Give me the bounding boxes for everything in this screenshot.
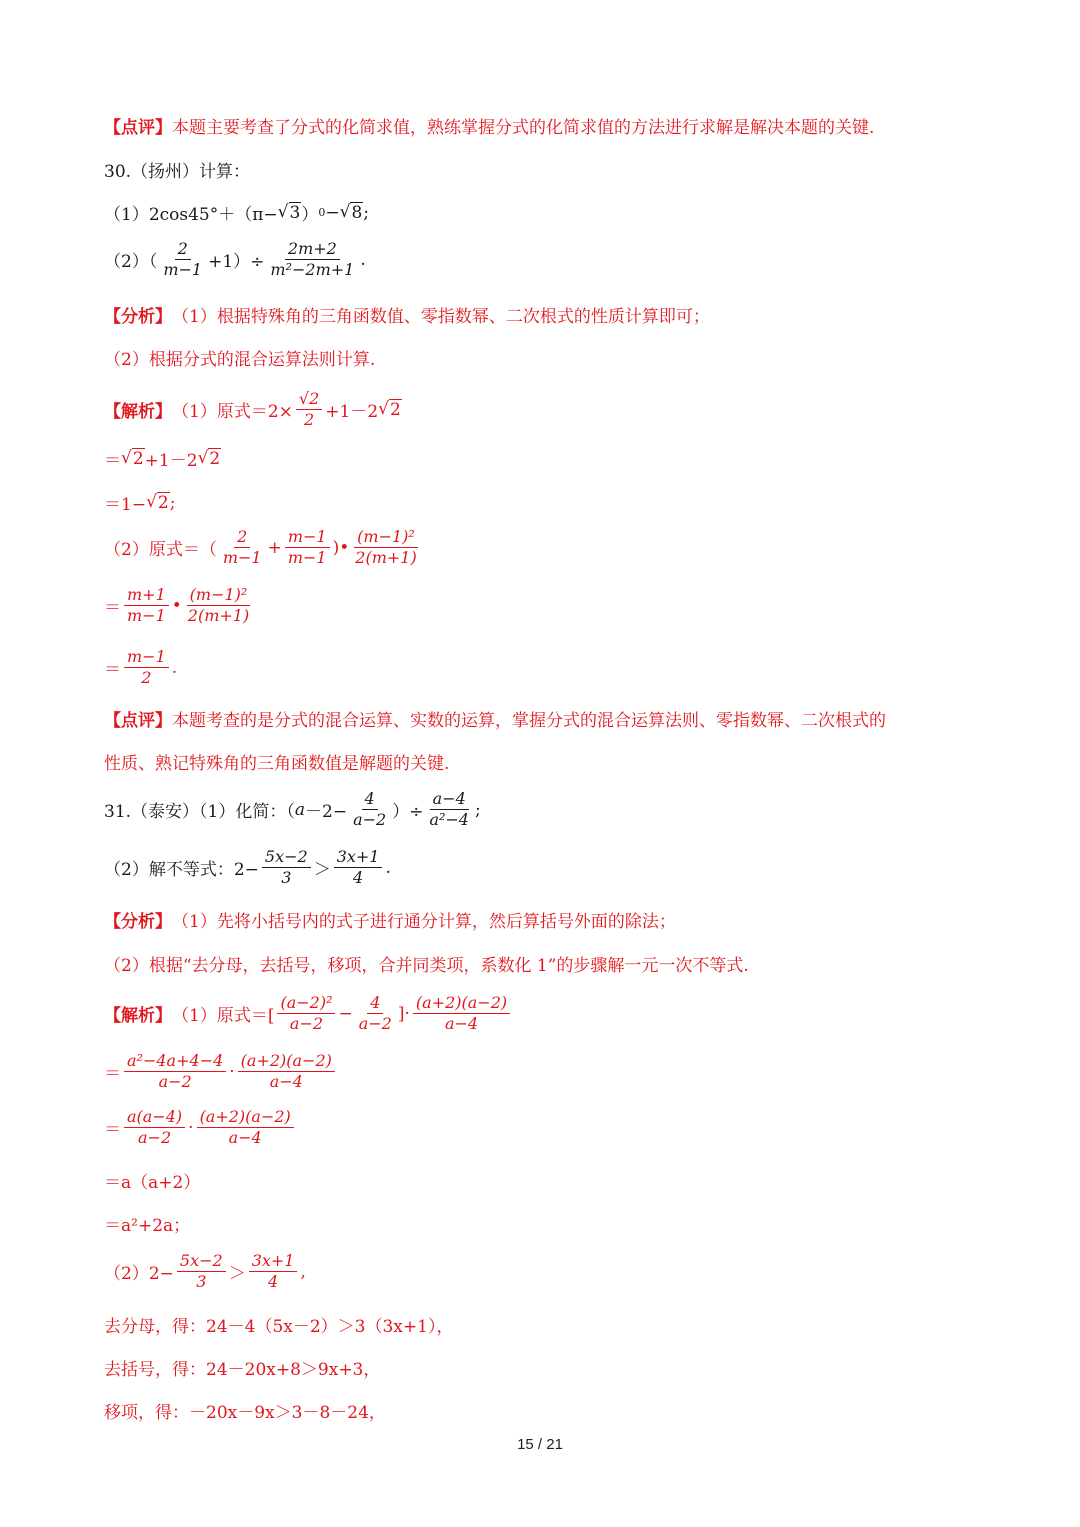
analysis-30-line-1	[104, 302, 710, 327]
sqrt-2: √ 2	[197, 447, 221, 469]
fraction: $\frac{3x+1}{4}$	[334, 848, 383, 888]
comment-tag: 【点评】	[104, 711, 172, 731]
fraction: $\frac{(a+2)(a-2)}{a-4}$	[197, 1108, 294, 1148]
fraction: $\frac{5x-2}{3}$	[177, 1252, 226, 1292]
solution-31-line-9: 移项，得：－20x－9x＞3－8－24，	[104, 1403, 386, 1423]
solution-31-line-7: 去分母，得：24－4（5x－2）＞3（3x+1），	[104, 1317, 454, 1337]
fraction: $\frac{2}{m-1}$	[163, 239, 203, 280]
fraction: $\frac{4}{a-2}$	[353, 789, 387, 830]
analysis-31-line-1	[104, 907, 676, 932]
fraction: $\frac{(a+2)(a-2)}{a-4}$	[413, 994, 510, 1034]
solution-31-line-3: ＝ $\frac{a(a-4)}{a-2}$ · $\frac{(a+2)(a-2)}{a-4}$	[104, 1108, 297, 1148]
analysis-text: （1）根据特殊角的三角函数值、零指数幂、二次根式的性质计算即可；	[172, 307, 710, 327]
solution-tag: 【解析】	[104, 1006, 172, 1027]
solution-30-line-1	[104, 390, 402, 430]
solution-30-line-2: ＝ √ 2 +1－2 √ 2	[104, 447, 221, 471]
analysis-tag: 【分析】	[104, 912, 172, 932]
solution-31-line-1: 【解析】 （1）原式＝[ $\frac{\text{(a−2)²}}{a-2}$ − $\frac{4}{a-2}$ ]· $\frac{(a+2)(a-2)}{a-4}$	[104, 994, 513, 1034]
expr-text: （2）（	[104, 252, 158, 273]
expr-text: （1）2cos45°＋（π−	[104, 205, 278, 225]
fraction: $\frac{(a+2)(a-2)}{a-4}$	[238, 1052, 335, 1092]
question-30-title: 30.（扬州）计算：	[104, 162, 251, 182]
expr-text: ）	[301, 205, 319, 225]
solution-31-line-6: （2）2− $\frac{5x-2}{3}$ ＞ $\frac{3x+1}{4}$ ,	[104, 1251, 306, 1292]
sqrt-2: √ 2	[378, 399, 401, 421]
sqrt-2: √ 2	[121, 447, 144, 469]
analysis-tag: 【分析】	[104, 307, 172, 327]
fraction: $\frac{m-1}{m-1}$	[285, 528, 330, 568]
expr-text: ;	[363, 202, 369, 223]
question-31-part-2: （2）解不等式：2− $\frac{5x-2}{3}$ ＞ $\frac{3x+1}{4}$ .	[104, 847, 391, 888]
expr-text: （1）原式＝2×	[172, 402, 293, 423]
sqrt-3: √ 3	[277, 201, 301, 223]
solution-31-line-5: ＝a²+2a；	[104, 1216, 191, 1236]
question-31-part-1: 31.（泰安）（1）化简：（ a －2− $\frac{4}{a-2}$ ）÷ $\frac{a-4}{\text{a²−4}}$ ;	[104, 789, 481, 830]
comment-text: 本题主要考查了分式的化简求值，熟练掌握分式的化简求值的方法进行求解是解决本题的关键.	[172, 118, 875, 138]
solution-31-line-4: ＝a（a+2）	[104, 1173, 201, 1193]
fraction: $\frac{m+1}{m-1}$	[124, 586, 169, 626]
expr-text: −	[325, 202, 340, 223]
expr-text: +1－2	[325, 402, 379, 423]
comment-line-1	[104, 113, 874, 138]
fraction: $\frac{\text{(m−1)²}}{2(m+1)}$	[187, 585, 250, 626]
solution-31-line-8: 去括号，得：24－20x+8＞9x+3，	[104, 1360, 381, 1380]
fraction: $\frac{m-1}{2}$	[124, 648, 169, 688]
fraction: $\frac{√2}{2}$	[296, 390, 322, 430]
expr-text: +1）÷	[208, 252, 265, 273]
fraction: $\frac{4}{a-2}$	[358, 993, 392, 1034]
analysis-31-line-2: （2）根据“去分母，去括号，移项，合并同类项，系数化 1”的步骤解一元一次不等式.	[104, 956, 749, 976]
analysis-30-line-2: （2）根据分式的混合运算法则计算.	[104, 350, 376, 370]
analysis-text: （1）先将小括号内的式子进行通分计算，然后算括号外面的除法；	[172, 912, 676, 932]
solution-30-line-6: ＝ $\frac{m-1}{2}$ .	[104, 647, 178, 688]
expr-text: .	[360, 249, 366, 270]
sqrt-2: √ 2	[146, 491, 169, 513]
comment-30-line-1	[104, 706, 886, 731]
fraction: $\frac{5x-2}{3}$	[262, 848, 311, 888]
solution-30-line-3: ＝1− √ 2 ;	[104, 491, 176, 515]
fraction: $\frac{2m+2}{\text{m²−2m+1}}$	[270, 239, 355, 280]
question-30-part-1: （1）2cos45°＋（π− √ 3 ） 0 − √ 8 ;	[104, 201, 369, 225]
fraction: $\frac{\text{(m−1)²}}{2(m+1)}$	[355, 527, 417, 568]
page-number: 15 / 21	[517, 1436, 563, 1453]
solution-31-line-2: ＝ $\frac{\text{a²−4a+4−4}}{a-2}$ · $\frac{(a+2)(a-2)}{a-4}$	[104, 1052, 338, 1092]
sqrt-8: √ 8	[339, 201, 363, 223]
fraction: $\frac{3x+1}{4}$	[249, 1252, 298, 1292]
solution-tag: 【解析】	[104, 402, 172, 423]
fraction: $\frac{a(a-4)}{a-2}$	[124, 1108, 185, 1148]
comment-tag: 【点评】	[104, 118, 172, 138]
fraction: $\frac{\text{a²−4a+4−4}}{a-2}$	[124, 1052, 226, 1092]
fraction: $\frac{\text{(a−2)²}}{a-2}$	[277, 994, 335, 1034]
comment-30-line-2: 性质、熟记特殊角的三角函数值是解题的关键.	[104, 754, 450, 774]
comment-text: 本题考查的是分式的混合运算、实数的运算，掌握分式的混合运算法则、零指数幂、二次根式的	[172, 711, 886, 731]
solution-30-line-5: ＝ $\frac{m+1}{m-1}$ • $\frac{\text{(m−1)²}}{2(m+1)}$	[104, 586, 255, 626]
question-30-part-2	[104, 240, 366, 280]
fraction: $\frac{a-4}{\text{a²−4}}$	[429, 789, 469, 830]
solution-30-line-4: （2）原式＝（ $\frac{2}{m-1}$ + $\frac{m-1}{m-1}$ )• $\frac{\text{(m−1)²}}{2(m+1)}$	[104, 528, 423, 568]
fraction: $\frac{2}{m-1}$	[222, 527, 262, 568]
